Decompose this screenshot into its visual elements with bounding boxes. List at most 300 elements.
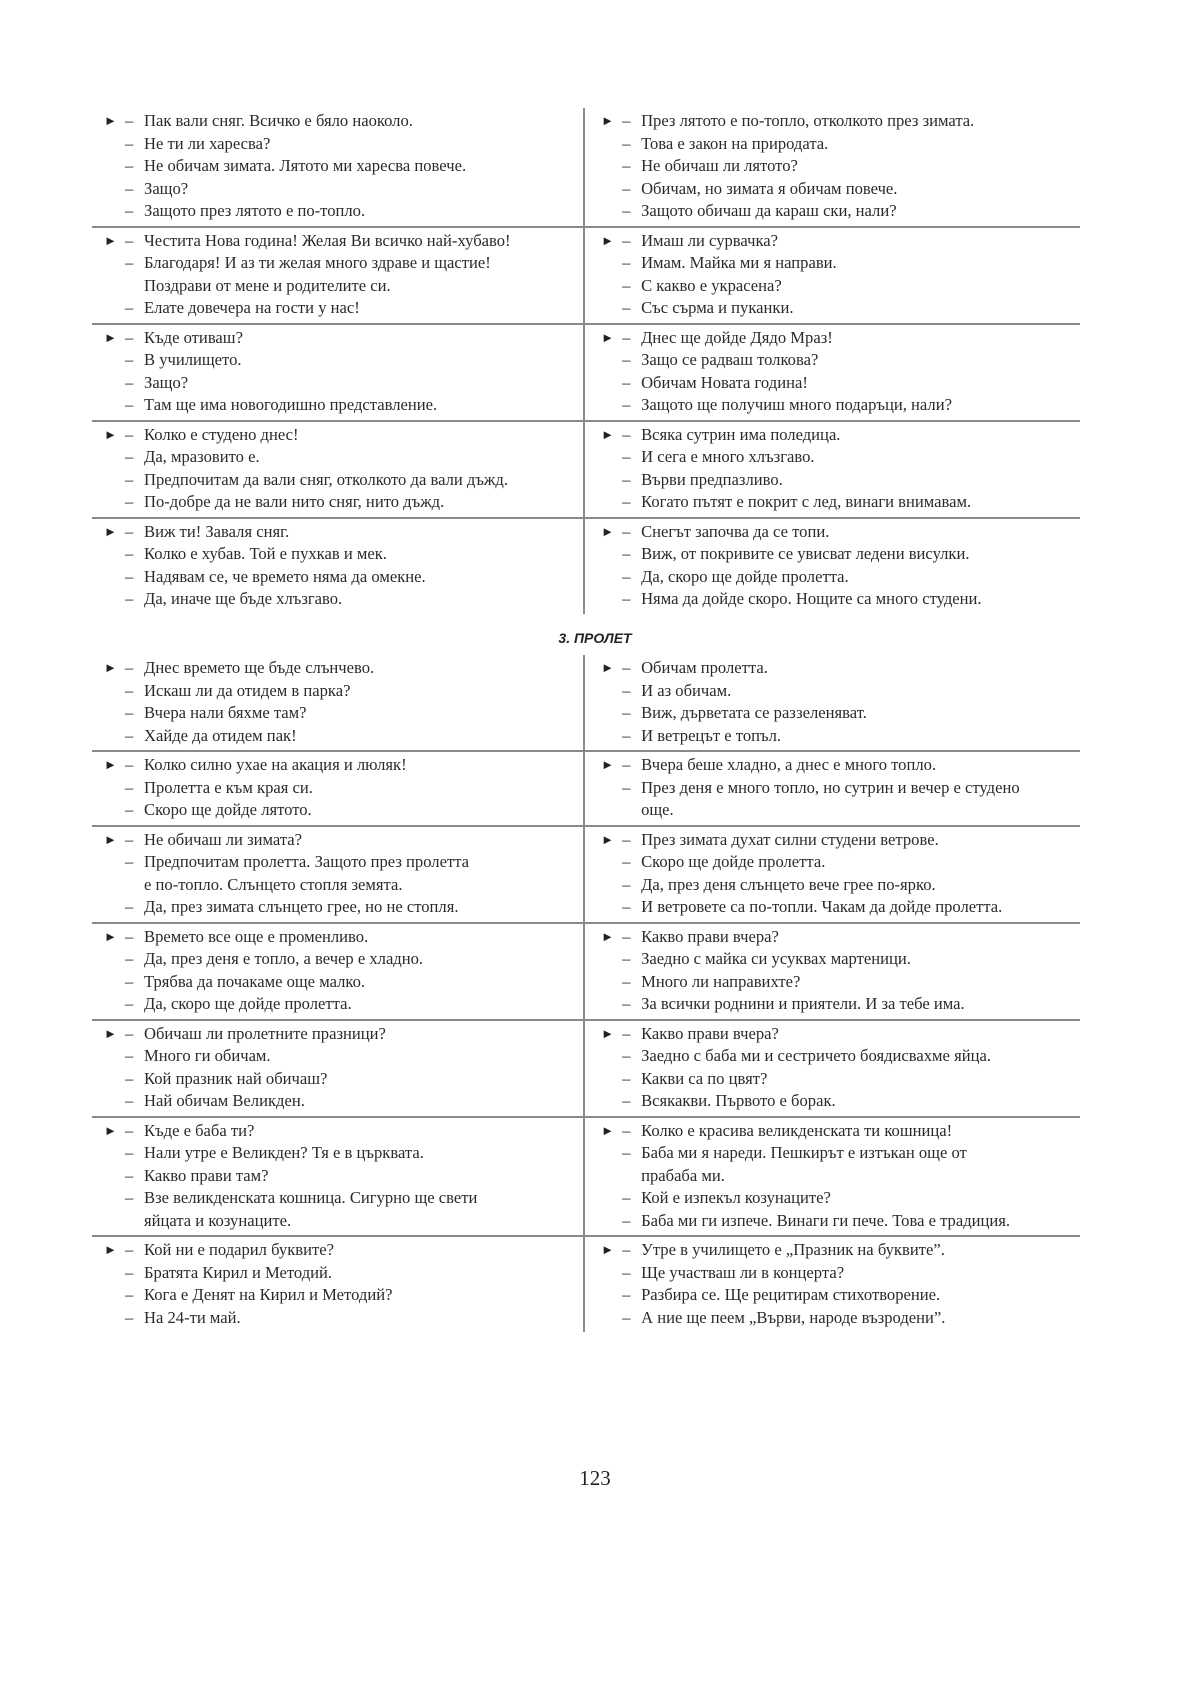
dialogue-text: Заедно с майка си усуквах мартеници. xyxy=(641,949,911,968)
dash-marker: – xyxy=(125,897,134,916)
dialogue-row xyxy=(92,227,1080,324)
dialogue-text: Днес ще дойде Дядо Мраз! xyxy=(641,327,833,347)
dash-marker: – xyxy=(622,703,631,722)
dash-marker: – xyxy=(622,949,631,968)
dialogue-line xyxy=(104,566,575,589)
dialogue-text: Времето все още е променливо. xyxy=(144,926,369,946)
spring-dialogue-table xyxy=(92,655,1080,1332)
dialogue-text: Кой празник най обичаш? xyxy=(144,1068,328,1088)
dialogue-line xyxy=(104,777,575,800)
dash-marker: – xyxy=(125,725,134,745)
dialogue-line-continuation: прабаба ми. xyxy=(641,1165,725,1185)
dash-marker: – xyxy=(622,1285,631,1304)
dialogue-line xyxy=(601,754,1072,777)
dialogue-line xyxy=(601,1284,1072,1307)
dialogue-text: По-добре да не вали нито сняг, нито дъжд. xyxy=(144,492,445,511)
dialogue-text: В училището. xyxy=(144,350,242,369)
dialogue-text: Баба ми ги изпече. Винаги ги пече. Това е традиция. xyxy=(641,1210,1011,1230)
dash-marker: – xyxy=(125,852,134,871)
dialogue-line xyxy=(601,178,1072,201)
dialogue-text: Виж, от покривите се увисват ледени висулки. xyxy=(641,544,970,563)
dialogue-cell-left xyxy=(92,751,584,826)
dash-marker: – xyxy=(622,372,631,392)
dash-marker: – xyxy=(125,800,134,819)
dash-marker: – xyxy=(622,1210,631,1230)
dialogue-row xyxy=(92,421,1080,518)
dash-marker: – xyxy=(622,725,631,745)
dash-marker: – xyxy=(622,1023,631,1043)
dash-marker: – xyxy=(622,566,631,586)
dialogue-line xyxy=(104,971,575,994)
dialogue-line xyxy=(601,1239,1072,1262)
dash-marker: – xyxy=(125,372,134,392)
dialogue-text: Пролетта е към края си. xyxy=(144,777,313,797)
dash-marker: – xyxy=(125,201,134,220)
dash-marker: – xyxy=(622,1046,631,1065)
dialogue-text: Да, скоро ще дойде пролетта. xyxy=(144,994,352,1013)
section-title: 3. ПРОЛЕТ xyxy=(558,630,632,646)
dialogue-line xyxy=(104,349,575,372)
dialogue-line xyxy=(104,1090,575,1113)
dialogue-line xyxy=(601,829,1072,852)
dialogue-line xyxy=(601,1023,1072,1046)
dialogue-line xyxy=(104,110,575,133)
dialogue-text: Защо? xyxy=(144,372,189,392)
dialogue-line xyxy=(104,829,575,852)
dialogue-text: За всички роднини и приятели. И за тебе има. xyxy=(641,994,965,1013)
dialogue-text: Защото ще получиш много подаръци, нали? xyxy=(641,395,952,414)
dialogue-text: Защо се радваш толкова? xyxy=(641,350,819,369)
dialogue-line xyxy=(104,469,575,492)
dash-marker: – xyxy=(125,178,134,198)
page-number: 123 xyxy=(579,1466,611,1490)
play-arrow-icon: ► xyxy=(601,1242,614,1257)
dialogue-line-continuation: яйцата и козунаците. xyxy=(144,1210,292,1230)
dialogue-text: Искаш ли да отидем в парка? xyxy=(144,680,351,700)
dialogue-cell-right xyxy=(584,518,1080,614)
dialogue-row xyxy=(92,923,1080,1020)
dialogue-line xyxy=(104,1307,575,1330)
dialogue-line xyxy=(601,469,1072,492)
dialogue-text: Колко е студено днес! xyxy=(144,424,299,444)
dialogue-line xyxy=(601,1262,1072,1285)
dash-marker: – xyxy=(622,156,631,175)
dialogue-text: И сега е много хлъзгаво. xyxy=(641,447,815,466)
dash-marker: – xyxy=(125,424,134,444)
dialogue-line xyxy=(601,777,1072,800)
dialogue-line xyxy=(104,252,575,275)
dash-marker: – xyxy=(125,298,134,317)
dialogue-line xyxy=(601,230,1072,253)
dialogue-line xyxy=(601,372,1072,395)
dialogue-text: Обичаш ли пролетните празници? xyxy=(144,1023,386,1043)
dash-marker: – xyxy=(622,1188,631,1207)
dialogue-cell-right xyxy=(584,751,1080,826)
dash-marker: – xyxy=(622,201,631,220)
dialogue-line xyxy=(601,327,1072,350)
play-arrow-icon: ► xyxy=(601,1122,614,1138)
dialogue-cell-right xyxy=(584,324,1080,421)
dialogue-line xyxy=(601,275,1072,298)
dialogue-text: А ние ще пеем „Върви, народе възродени”. xyxy=(641,1307,946,1327)
dialogue-line xyxy=(601,200,1072,223)
dash-marker: – xyxy=(622,658,631,677)
dialogue-text: Снегът започва да се топи. xyxy=(641,521,830,541)
dialogue-line xyxy=(601,1120,1072,1143)
dialogue-text: Да, през деня е топло, а вечер е хладно. xyxy=(144,949,424,968)
dialogue-text: Предпочитам пролетта. Защото през пролетта xyxy=(144,852,470,871)
dialogue-cell-left xyxy=(92,655,584,751)
dialogue-line xyxy=(601,1068,1072,1091)
dash-marker: – xyxy=(622,589,631,608)
dialogue-line xyxy=(104,1239,575,1262)
dialogue-line xyxy=(601,948,1072,971)
dialogue-line xyxy=(104,521,575,544)
dash-marker: – xyxy=(622,680,631,700)
dialogue-line-continuation: Поздрави от мене и родителите си. xyxy=(144,275,391,295)
dialogue-line xyxy=(104,851,575,874)
play-arrow-icon: ► xyxy=(104,1242,117,1257)
dash-marker: – xyxy=(125,447,134,466)
dialogue-cell-left xyxy=(92,518,584,614)
dialogue-text: Имам. Майка ми я направи. xyxy=(641,253,837,272)
dialogue-line xyxy=(601,971,1072,994)
play-arrow-icon: ► xyxy=(104,831,117,847)
dialogue-text: Кой ни е подарил буквите? xyxy=(144,1240,334,1259)
dialogue-text: Защото през лятото е по-топло. xyxy=(144,201,366,220)
play-arrow-icon: ► xyxy=(104,329,117,345)
dialogue-line xyxy=(601,424,1072,447)
dash-marker: – xyxy=(125,755,134,774)
dialogue-line xyxy=(601,446,1072,469)
dialogue-text: Най обичам Великден. xyxy=(144,1091,305,1110)
play-arrow-icon: ► xyxy=(601,660,614,675)
dash-marker: – xyxy=(125,926,134,946)
dialogue-text: Да, през зимата слънцето грее, но не стопля. xyxy=(144,897,459,916)
dash-marker: – xyxy=(125,566,134,586)
dash-marker: – xyxy=(622,897,631,916)
dialogue-line xyxy=(601,1090,1072,1113)
dialogue-cell-right xyxy=(584,1236,1080,1332)
dash-marker: – xyxy=(622,469,631,489)
dialogue-text: Не обичаш ли зимата? xyxy=(144,829,303,849)
dialogue-text: Обичам Новата година! xyxy=(641,372,808,392)
dash-marker: – xyxy=(125,658,134,677)
dialogue-text: Виж, дърветата се раззеленяват. xyxy=(641,703,867,722)
dash-marker: – xyxy=(125,230,134,250)
dialogue-cell-left xyxy=(92,1236,584,1332)
play-arrow-icon: ► xyxy=(601,113,614,128)
dialogue-text: Не ти ли харесва? xyxy=(144,133,271,153)
play-arrow-icon: ► xyxy=(104,660,117,675)
dialogue-text: Вчера нали бяхме там? xyxy=(144,703,307,722)
dash-marker: – xyxy=(622,926,631,946)
dialogue-line xyxy=(104,1284,575,1307)
dialogue-line xyxy=(104,297,575,320)
dash-marker: – xyxy=(125,1307,134,1327)
dialogue-text: Обичам, но зимата я обичам повече. xyxy=(641,178,898,198)
dialogue-line xyxy=(104,702,575,725)
dialogue-text: Защо? xyxy=(144,178,189,198)
dash-marker: – xyxy=(125,111,134,130)
dialogue-text: Предпочитам да вали сняг, отколкото да вали дъжд. xyxy=(144,469,508,489)
dialogue-text: Елате довечера на гости у нас! xyxy=(144,298,360,317)
play-arrow-icon: ► xyxy=(104,1122,117,1138)
dialogue-line xyxy=(104,394,575,417)
dialogue-line xyxy=(601,680,1072,703)
dialogue-line xyxy=(104,896,575,919)
dialogue-line xyxy=(601,874,1072,897)
dash-marker: – xyxy=(622,230,631,250)
dialogue-line xyxy=(601,252,1072,275)
dialogue-line xyxy=(601,1142,1072,1165)
dialogue-text: И ветровете са по-топли. Чакам да дойде пролетта. xyxy=(641,897,1003,916)
dash-marker: – xyxy=(622,1143,631,1162)
dash-marker: – xyxy=(622,1262,631,1282)
dialogue-text: Скоро ще дойде пролетта. xyxy=(641,852,826,871)
dialogue-text: Обичам пролетта. xyxy=(641,658,768,677)
dialogue-row xyxy=(92,518,1080,614)
dialogue-line xyxy=(601,851,1072,874)
dash-marker: – xyxy=(125,1143,134,1162)
dash-marker: – xyxy=(622,1120,631,1140)
dash-marker: – xyxy=(622,275,631,295)
dialogue-text: Взе великденската кошница. Сигурно ще свети xyxy=(144,1188,478,1207)
dash-marker: – xyxy=(622,994,631,1013)
dialogue-cell-right xyxy=(584,108,1080,227)
dialogue-text: На 24-ти май. xyxy=(144,1307,241,1327)
dialogue-text: Много ли направихте? xyxy=(641,971,801,991)
dialogue-cell-left xyxy=(92,923,584,1020)
dialogue-text: Честита Нова година! Желая Ви всичко най-хубаво! xyxy=(144,230,511,250)
dash-marker: – xyxy=(125,680,134,700)
dialogue-text: И ветрецът е топъл. xyxy=(641,725,782,745)
dialogue-text: През лятото е по-топло, отколкото през зимата. xyxy=(641,111,975,130)
dash-marker: – xyxy=(125,133,134,153)
dialogue-text: Със сърма и пуканки. xyxy=(641,298,794,317)
dialogue-text: Всякакви. Първото е борак. xyxy=(641,1091,836,1110)
dash-marker: – xyxy=(125,703,134,722)
dialogue-line xyxy=(601,133,1072,156)
dialogue-line xyxy=(601,543,1072,566)
dialogue-text: Какво прави вчера? xyxy=(641,1023,779,1043)
dialogue-text: Не обичаш ли лятото? xyxy=(641,156,798,175)
winter-dialogue-table xyxy=(92,108,1080,614)
dash-marker: – xyxy=(125,253,134,272)
dialogue-line xyxy=(104,754,575,777)
dialogue-line xyxy=(104,446,575,469)
dialogue-line xyxy=(104,948,575,971)
dialogue-text: През зимата духат силни студени ветрове. xyxy=(641,829,939,849)
dialogue-row xyxy=(92,324,1080,421)
dash-marker: – xyxy=(622,111,631,130)
dialogue-line xyxy=(601,926,1072,949)
dialogue-line xyxy=(104,543,575,566)
play-arrow-icon: ► xyxy=(104,1025,117,1041)
dash-marker: – xyxy=(622,447,631,466)
dialogue-line xyxy=(104,680,575,703)
dialogue-cell-right xyxy=(584,1117,1080,1237)
dash-marker: – xyxy=(125,971,134,991)
dialogue-row xyxy=(92,655,1080,751)
dialogue-text: Върви предпазливо. xyxy=(641,469,783,489)
dialogue-line xyxy=(601,896,1072,919)
dash-marker: – xyxy=(125,949,134,968)
play-arrow-icon: ► xyxy=(601,757,614,772)
dialogue-text: Къде отиваш? xyxy=(144,327,243,347)
dialogue-text: Какво прави вчера? xyxy=(641,926,779,946)
dialogue-row xyxy=(92,826,1080,923)
dialogue-text: Разбира се. Ще рецитирам стихотворение. xyxy=(641,1285,941,1304)
dialogue-line xyxy=(601,155,1072,178)
dialogue-cell-right xyxy=(584,923,1080,1020)
dialogue-text: Колко е красива великденската ти кошница! xyxy=(641,1120,953,1140)
play-arrow-icon: ► xyxy=(601,329,614,345)
dash-marker: – xyxy=(622,395,631,414)
dialogue-text: Това е закон на природата. xyxy=(641,133,829,153)
dialogue-cell-left xyxy=(92,227,584,324)
dialogue-row xyxy=(92,1020,1080,1117)
dash-marker: – xyxy=(125,1188,134,1207)
dialogue-line xyxy=(104,657,575,680)
dash-marker: – xyxy=(622,544,631,563)
dialogue-line xyxy=(104,1187,575,1210)
play-arrow-icon: ► xyxy=(601,928,614,944)
dash-marker: – xyxy=(622,1068,631,1088)
dialogue-line xyxy=(601,521,1072,544)
dash-marker: – xyxy=(125,1120,134,1140)
dialogue-row xyxy=(92,1236,1080,1332)
dialogue-text: Не обичам зимата. Лятото ми харесва повече. xyxy=(144,156,467,175)
dash-marker: – xyxy=(125,829,134,849)
dash-marker: – xyxy=(125,521,134,541)
dialogue-cell-left xyxy=(92,324,584,421)
dialogue-text: Ще участваш ли в концерта? xyxy=(641,1262,845,1282)
dialogue-text: Виж ти! Заваля сняг. xyxy=(144,521,290,541)
dialogue-text: Колко силно ухае на акация и люляк! xyxy=(144,755,407,774)
dash-marker: – xyxy=(125,350,134,369)
dialogue-text: Кой е изпекъл козунаците? xyxy=(641,1188,831,1207)
dialogue-text: Пак вали сняг. Всичко е бяло наоколо. xyxy=(144,111,413,130)
dialogue-line xyxy=(104,200,575,223)
dialogue-cell-right xyxy=(584,826,1080,923)
dialogue-line-continuation: още. xyxy=(641,800,674,819)
dialogue-text: Какво прави там? xyxy=(144,1165,269,1185)
dialogue-row xyxy=(92,1117,1080,1237)
dash-marker: – xyxy=(125,1068,134,1088)
dialogue-cell-right xyxy=(584,421,1080,518)
dialogue-line xyxy=(104,424,575,447)
dialogue-line xyxy=(601,1045,1072,1068)
dialogue-cell-right xyxy=(584,1020,1080,1117)
play-arrow-icon: ► xyxy=(104,232,117,248)
dash-marker: – xyxy=(125,1046,134,1065)
dialogue-line xyxy=(104,1120,575,1143)
dialogue-line xyxy=(601,657,1072,680)
dialogue-line xyxy=(104,327,575,350)
dialogue-text: Трябва да почакаме още малко. xyxy=(144,971,366,991)
dash-marker: – xyxy=(125,395,134,414)
dialogue-line xyxy=(601,702,1072,725)
dialogue-cell-right xyxy=(584,655,1080,751)
dialogue-cell-left xyxy=(92,108,584,227)
dialogue-line xyxy=(601,566,1072,589)
dialogue-line xyxy=(601,1187,1072,1210)
dialogue-text: Там ще има новогодишно представление. xyxy=(144,395,438,414)
dash-marker: – xyxy=(125,1091,134,1110)
dash-marker: – xyxy=(125,156,134,175)
dialogue-text: Днес времето ще бъде слънчево. xyxy=(144,658,375,677)
dialogue-text: Благодаря! И аз ти желая много здраве и щастие! xyxy=(144,253,491,272)
dialogue-text: Няма да дойде скоро. Нощите са много студени. xyxy=(641,589,982,608)
dash-marker: – xyxy=(125,1240,134,1259)
dialogue-line xyxy=(104,1142,575,1165)
dialogue-line xyxy=(104,1023,575,1046)
dash-marker: – xyxy=(125,327,134,347)
dialogue-line xyxy=(601,993,1072,1016)
play-arrow-icon: ► xyxy=(104,523,117,539)
dialogue-text: Утре в училището е „Празник на буквите”. xyxy=(641,1240,945,1259)
play-arrow-icon: ► xyxy=(104,928,117,944)
dash-marker: – xyxy=(622,874,631,894)
dialogue-line xyxy=(601,588,1072,611)
play-arrow-icon: ► xyxy=(601,426,614,442)
dash-marker: – xyxy=(125,589,134,608)
dialogue-line xyxy=(104,926,575,949)
dialogue-line xyxy=(104,133,575,156)
dialogue-text: Когато пътят е покрит с лед, винаги внимавам. xyxy=(641,492,972,511)
dialogue-line xyxy=(104,1165,575,1188)
dialogue-line xyxy=(104,155,575,178)
dash-marker: – xyxy=(125,492,134,511)
dialogue-text: Хайде да отидем пак! xyxy=(144,725,297,745)
dialogue-text: Къде е баба ти? xyxy=(144,1120,255,1140)
dash-marker: – xyxy=(622,521,631,541)
dash-marker: – xyxy=(622,755,631,774)
dash-marker: – xyxy=(125,469,134,489)
dash-marker: – xyxy=(622,178,631,198)
play-arrow-icon: ► xyxy=(601,232,614,248)
dialogue-line xyxy=(601,491,1072,514)
dialogue-line xyxy=(601,110,1072,133)
dialogue-text: Всяка сутрин има поледица. xyxy=(641,424,841,444)
dialogue-line xyxy=(601,349,1072,372)
dash-marker: – xyxy=(125,777,134,797)
dialogue-line xyxy=(104,372,575,395)
dash-marker: – xyxy=(622,253,631,272)
dialogue-text: Защото обичаш да караш ски, нали? xyxy=(641,201,897,220)
dialogue-text: Заедно с баба ми и сестричето боядисвахме яйца. xyxy=(641,1046,991,1065)
dash-marker: – xyxy=(125,544,134,563)
dialogue-line xyxy=(104,178,575,201)
dialogue-text: Да, иначе ще бъде хлъзгаво. xyxy=(144,589,343,608)
dash-marker: – xyxy=(622,852,631,871)
dialogue-cell-left xyxy=(92,1117,584,1237)
dash-marker: – xyxy=(622,1307,631,1327)
dialogue-cell-left xyxy=(92,421,584,518)
dialogue-text: Нали утре е Великден? Тя е в църквата. xyxy=(144,1143,424,1162)
dash-marker: – xyxy=(622,777,631,797)
dialogue-text: Да, през деня слънцето вече грее по-ярко. xyxy=(641,874,936,894)
dialogue-text: Братята Кирил и Методий. xyxy=(144,1262,333,1282)
dialogue-text: Баба ми я нареди. Пешкирът е изтъкан още от xyxy=(641,1143,967,1162)
dialogue-line xyxy=(601,1210,1072,1233)
dialogue-row xyxy=(92,108,1080,227)
dialogue-cell-left xyxy=(92,826,584,923)
dash-marker: – xyxy=(125,1023,134,1043)
dialogue-line xyxy=(104,491,575,514)
dialogue-text: Имаш ли сурвачка? xyxy=(641,230,778,250)
